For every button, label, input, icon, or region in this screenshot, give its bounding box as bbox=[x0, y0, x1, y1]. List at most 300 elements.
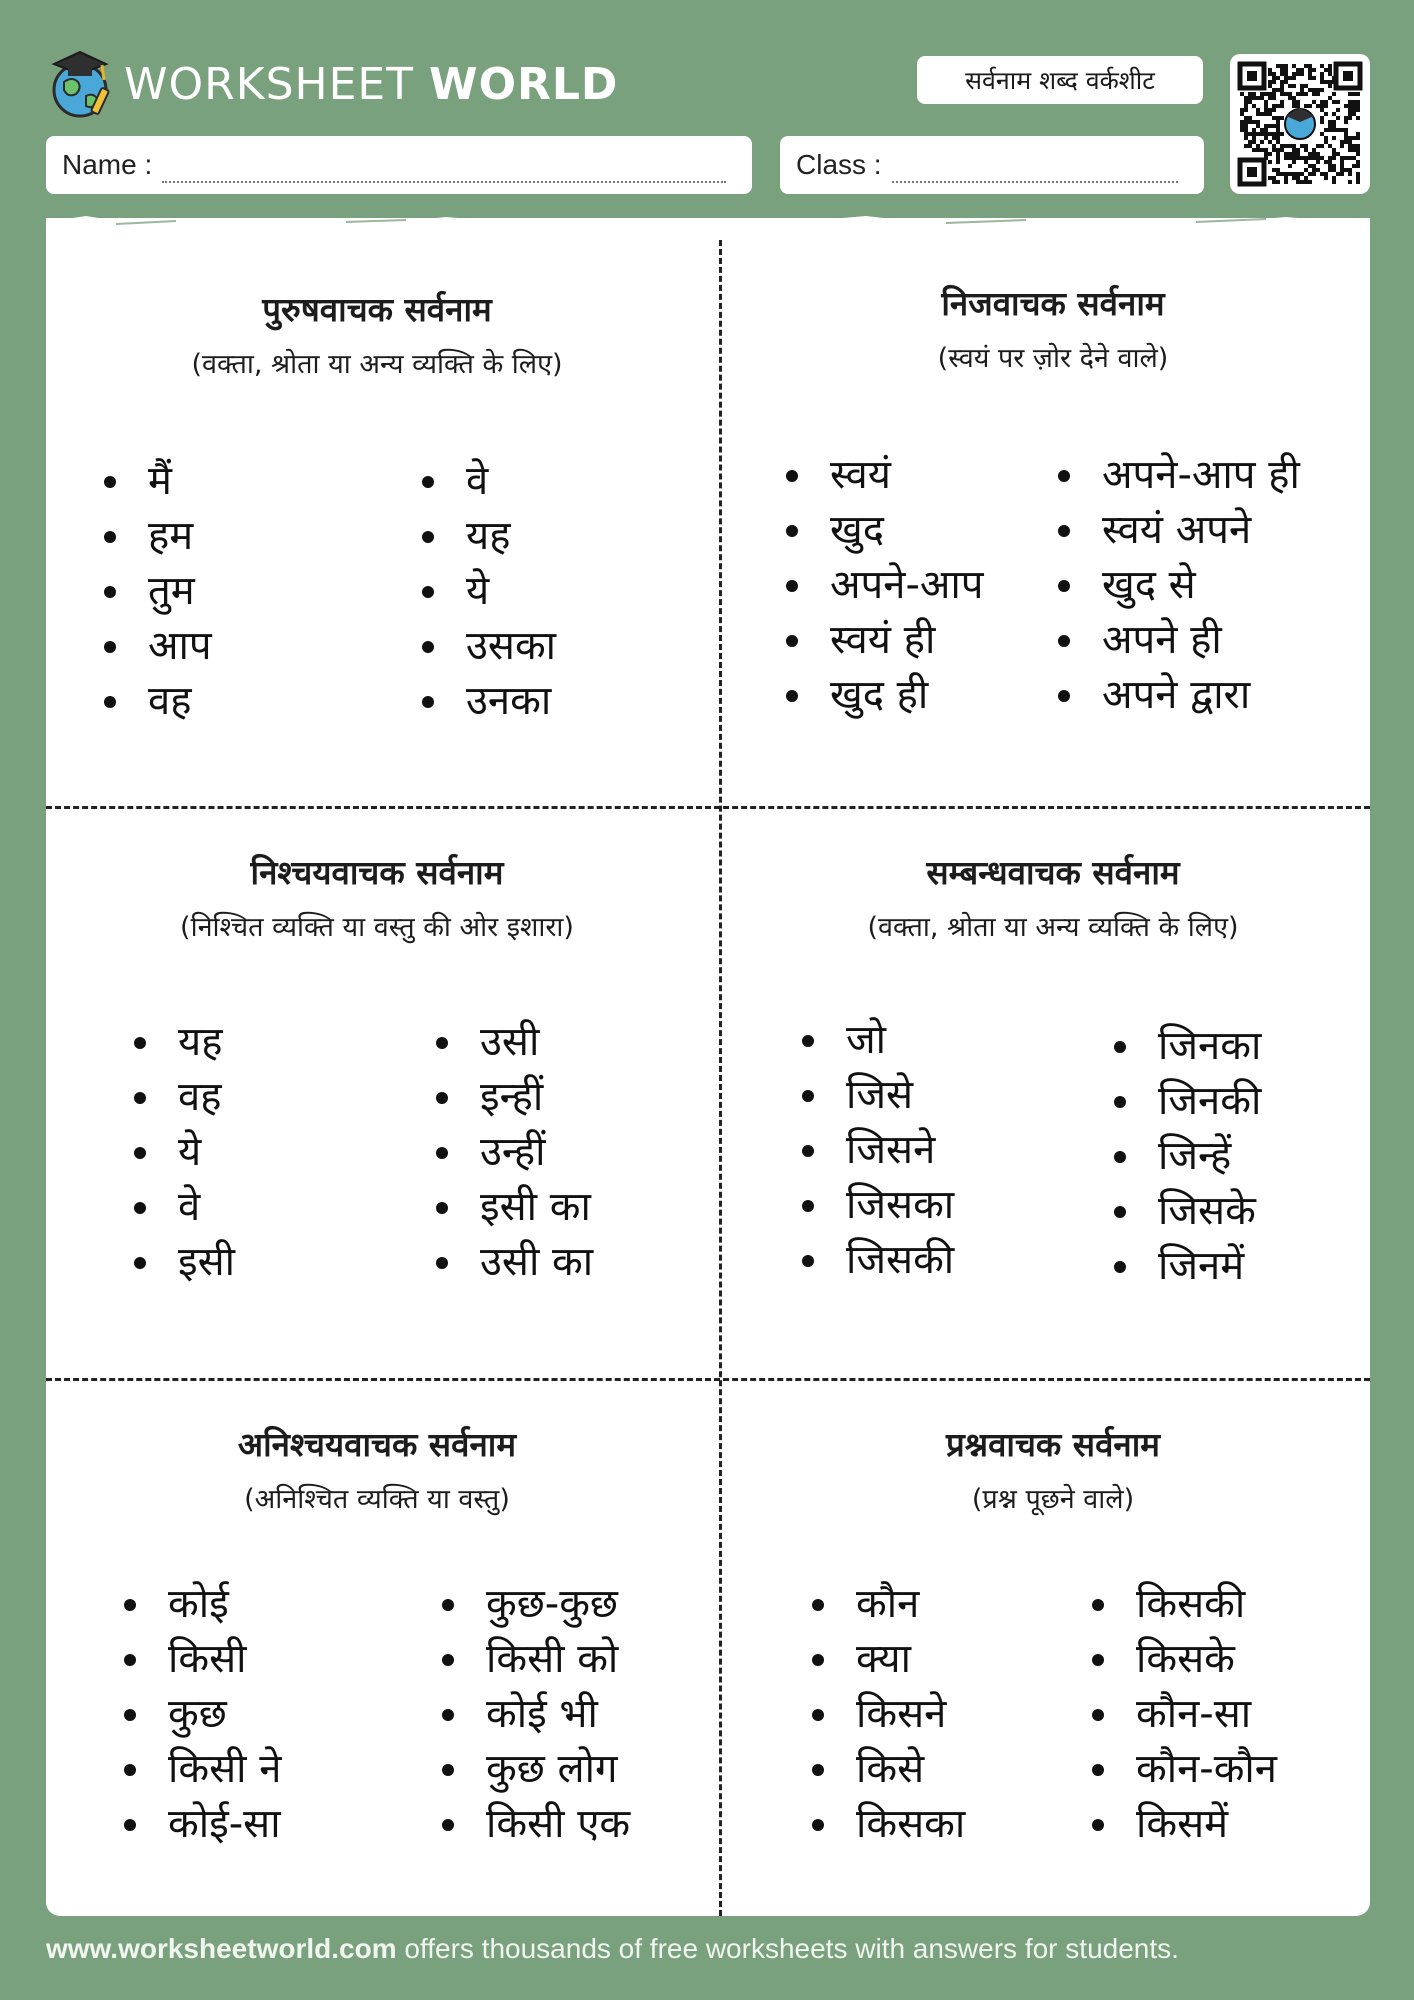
qr-module bbox=[1356, 92, 1360, 96]
qr-module bbox=[1336, 100, 1340, 104]
qr-module bbox=[1340, 140, 1344, 144]
qr-module bbox=[1316, 152, 1320, 156]
qr-module bbox=[1280, 88, 1284, 92]
qr-module bbox=[1340, 156, 1344, 160]
qr-module bbox=[1324, 172, 1328, 176]
qr-module bbox=[1348, 172, 1352, 176]
qr-module bbox=[1312, 100, 1316, 104]
qr-module bbox=[1256, 96, 1260, 100]
list-item: क्या bbox=[812, 1632, 965, 1687]
qr-module bbox=[1248, 116, 1252, 120]
qr-module bbox=[1304, 104, 1308, 108]
qr-module bbox=[1320, 64, 1324, 68]
qr-module bbox=[1292, 104, 1296, 108]
qr-module bbox=[1268, 160, 1272, 164]
qr-module bbox=[1340, 160, 1344, 164]
qr-module bbox=[1328, 96, 1332, 100]
qr-module bbox=[1272, 72, 1276, 76]
qr-module bbox=[1356, 180, 1360, 184]
qr-module bbox=[1280, 92, 1284, 96]
qr-module bbox=[1312, 164, 1316, 168]
name-input-line[interactable] bbox=[162, 161, 726, 183]
qr-module bbox=[1352, 164, 1356, 168]
qr-module bbox=[1296, 156, 1300, 160]
section-title: पुरुषवाचक सर्वनाम bbox=[262, 290, 492, 329]
qr-module bbox=[1352, 136, 1356, 140]
qr-module bbox=[1332, 124, 1336, 128]
qr-module bbox=[1352, 144, 1356, 148]
word-list-left bbox=[802, 1013, 954, 1288]
qr-module bbox=[1268, 92, 1272, 96]
qr-module bbox=[1248, 140, 1252, 144]
qr-module bbox=[1240, 128, 1244, 132]
qr-module bbox=[1244, 104, 1248, 108]
list-item: कौन-सा bbox=[1092, 1687, 1277, 1742]
qr-module bbox=[1320, 104, 1324, 108]
qr-module bbox=[1296, 180, 1300, 184]
list-item: जिसने bbox=[802, 1123, 954, 1178]
qr-module bbox=[1332, 168, 1336, 172]
qr-module bbox=[1280, 80, 1284, 84]
qr-module bbox=[1292, 148, 1296, 152]
qr-module bbox=[1356, 136, 1360, 140]
section-reflexive-pronouns bbox=[722, 218, 1384, 806]
qr-code-icon bbox=[1236, 60, 1364, 188]
qr-module bbox=[1300, 68, 1304, 72]
qr-module bbox=[1300, 72, 1304, 76]
list-item: किसी ने bbox=[124, 1742, 281, 1797]
qr-module bbox=[1308, 72, 1312, 76]
list-item: उसी का bbox=[436, 1235, 593, 1290]
qr-module bbox=[1344, 104, 1348, 108]
qr-module bbox=[1252, 148, 1256, 152]
qr-code[interactable] bbox=[1230, 54, 1370, 194]
qr-module bbox=[1332, 128, 1336, 132]
footer-description: offers thousands of free worksheets with answers for students. bbox=[396, 1933, 1179, 1964]
class-input-line[interactable] bbox=[892, 161, 1178, 183]
qr-module bbox=[1304, 92, 1308, 96]
qr-module bbox=[1272, 148, 1276, 152]
qr-module bbox=[1296, 172, 1300, 176]
qr-module bbox=[1264, 136, 1268, 140]
qr-module bbox=[1244, 100, 1248, 104]
list-item: यह bbox=[422, 509, 556, 564]
qr-module bbox=[1240, 112, 1244, 116]
qr-module bbox=[1312, 156, 1316, 160]
qr-module bbox=[1332, 92, 1336, 96]
list-item: उसी bbox=[436, 1015, 593, 1070]
qr-module bbox=[1256, 120, 1260, 124]
qr-module bbox=[1308, 152, 1312, 156]
qr-module bbox=[1352, 100, 1356, 104]
section-subtitle: (प्रश्न पूछने वाले) bbox=[971, 1484, 1135, 1515]
qr-module bbox=[1320, 132, 1324, 136]
qr-module bbox=[1256, 132, 1260, 136]
qr-module bbox=[1276, 140, 1280, 144]
qr-module bbox=[1260, 128, 1264, 132]
qr-module bbox=[1296, 92, 1300, 96]
qr-module bbox=[1280, 64, 1284, 68]
list-item: ये bbox=[134, 1125, 235, 1180]
qr-module bbox=[1312, 148, 1316, 152]
qr-module bbox=[1304, 168, 1308, 172]
qr-module bbox=[1352, 108, 1356, 112]
qr-module bbox=[1308, 104, 1312, 108]
qr-module bbox=[1352, 92, 1356, 96]
qr-module bbox=[1332, 152, 1336, 156]
qr-module bbox=[1324, 80, 1328, 84]
qr-module bbox=[1292, 152, 1296, 156]
qr-module bbox=[1276, 88, 1280, 92]
list-item: कौन-कौन bbox=[1092, 1742, 1277, 1797]
qr-module bbox=[1324, 112, 1328, 116]
qr-module bbox=[1268, 176, 1272, 180]
list-item: किसने bbox=[812, 1687, 965, 1742]
qr-module bbox=[1300, 84, 1304, 88]
qr-module bbox=[1356, 164, 1360, 168]
list-item: जिसे bbox=[802, 1068, 954, 1123]
qr-module bbox=[1280, 68, 1284, 72]
list-item: खुद bbox=[786, 503, 984, 558]
qr-module bbox=[1276, 132, 1280, 136]
qr-module bbox=[1316, 92, 1320, 96]
section-subtitle: (स्वयं पर ज़ोर देने वाले) bbox=[937, 343, 1169, 374]
qr-module bbox=[1300, 180, 1304, 184]
qr-module bbox=[1280, 104, 1284, 108]
section-title: अनिश्चयवाचक सर्वनाम bbox=[237, 1425, 517, 1464]
qr-module bbox=[1272, 108, 1276, 112]
qr-module bbox=[1264, 112, 1268, 116]
word-list-right bbox=[1058, 448, 1300, 723]
qr-module bbox=[1308, 68, 1312, 72]
qr-module bbox=[1340, 172, 1344, 176]
qr-module bbox=[1272, 96, 1276, 100]
qr-module bbox=[1276, 136, 1280, 140]
qr-module bbox=[1320, 156, 1324, 160]
list-item: हम bbox=[104, 509, 212, 564]
section-subtitle: (वक्ता, श्रोता या अन्य व्यक्ति के लिए) bbox=[191, 349, 563, 380]
qr-module bbox=[1288, 76, 1292, 80]
qr-module bbox=[1260, 92, 1264, 96]
qr-module bbox=[1284, 80, 1288, 84]
name-field[interactable] bbox=[46, 136, 752, 194]
qr-module bbox=[1340, 144, 1344, 148]
qr-module bbox=[1276, 64, 1280, 68]
list-item: वह bbox=[134, 1070, 235, 1125]
qr-module bbox=[1268, 132, 1272, 136]
qr-module bbox=[1332, 148, 1336, 152]
qr-module bbox=[1292, 96, 1296, 100]
qr-module bbox=[1332, 100, 1336, 104]
qr-module bbox=[1240, 120, 1244, 124]
qr-module bbox=[1312, 68, 1316, 72]
qr-module bbox=[1292, 176, 1296, 180]
list-item: जिनकी bbox=[1114, 1074, 1261, 1129]
word-list-left bbox=[786, 448, 984, 723]
qr-module bbox=[1316, 144, 1320, 148]
qr-module bbox=[1336, 116, 1340, 120]
section-relative-pronouns bbox=[722, 809, 1384, 1378]
qr-module bbox=[1264, 92, 1268, 96]
list-item: इसी bbox=[134, 1235, 235, 1290]
qr-module bbox=[1268, 140, 1272, 144]
qr-module bbox=[1248, 144, 1252, 148]
qr-module bbox=[1240, 92, 1244, 96]
qr-module bbox=[1328, 84, 1332, 88]
qr-module bbox=[1300, 92, 1304, 96]
list-item: उन्हीं bbox=[436, 1125, 593, 1180]
qr-module bbox=[1260, 112, 1264, 116]
qr-module bbox=[1348, 100, 1352, 104]
qr-module bbox=[1280, 72, 1284, 76]
word-list-left bbox=[124, 1577, 281, 1852]
list-item: इसी का bbox=[436, 1180, 593, 1235]
qr-module bbox=[1356, 148, 1360, 152]
qr-module bbox=[1284, 64, 1288, 68]
qr-module bbox=[1320, 100, 1324, 104]
qr-module bbox=[1344, 168, 1348, 172]
qr-module bbox=[1316, 104, 1320, 108]
qr-module bbox=[1348, 140, 1352, 144]
qr-module bbox=[1344, 128, 1348, 132]
word-list-right bbox=[1114, 1019, 1261, 1294]
qr-module bbox=[1280, 116, 1284, 120]
qr-module bbox=[1292, 64, 1296, 68]
qr-module bbox=[1320, 108, 1324, 112]
qr-module bbox=[1264, 100, 1268, 104]
qr-module bbox=[1276, 148, 1280, 152]
qr-module bbox=[1304, 156, 1308, 160]
qr-module bbox=[1304, 148, 1308, 152]
qr-module bbox=[1276, 124, 1280, 128]
qr-module bbox=[1276, 120, 1280, 124]
qr-module bbox=[1264, 108, 1268, 112]
list-item: अपने-आप ही bbox=[1058, 448, 1300, 503]
qr-module bbox=[1288, 96, 1292, 100]
qr-module bbox=[1332, 176, 1336, 180]
qr-module bbox=[1268, 68, 1272, 72]
name-label: Name : bbox=[62, 149, 153, 180]
qr-module bbox=[1260, 148, 1264, 152]
list-item: वे bbox=[134, 1180, 235, 1235]
qr-module bbox=[1276, 104, 1280, 108]
qr-module bbox=[1320, 116, 1324, 120]
qr-module bbox=[1356, 132, 1360, 136]
qr-module bbox=[1252, 104, 1256, 108]
qr-module bbox=[1284, 156, 1288, 160]
qr-module bbox=[1292, 76, 1296, 80]
list-item: किसके bbox=[1092, 1632, 1277, 1687]
list-item: उसका bbox=[422, 619, 556, 674]
qr-module bbox=[1344, 136, 1348, 140]
list-item: कोई भी bbox=[442, 1687, 630, 1742]
section-personal-pronouns bbox=[46, 218, 708, 806]
list-item: जिनका bbox=[1114, 1019, 1261, 1074]
section-title: निजवाचक सर्वनाम bbox=[941, 284, 1165, 323]
qr-module bbox=[1272, 92, 1276, 96]
footer-text bbox=[46, 1930, 1179, 1968]
globe-mascot-icon bbox=[46, 46, 114, 122]
list-item: कोई-सा bbox=[124, 1797, 281, 1852]
qr-module bbox=[1340, 168, 1344, 172]
qr-module bbox=[1276, 152, 1280, 156]
qr-module bbox=[1272, 80, 1276, 84]
list-item: खुद से bbox=[1058, 558, 1300, 613]
qr-module bbox=[1300, 156, 1304, 160]
qr-module bbox=[1284, 68, 1288, 72]
qr-module bbox=[1328, 168, 1332, 172]
qr-module bbox=[1328, 164, 1332, 168]
qr-module bbox=[1292, 144, 1296, 148]
qr-module bbox=[1276, 172, 1280, 176]
word-list-right bbox=[422, 454, 556, 729]
qr-module bbox=[1336, 152, 1340, 156]
qr-module bbox=[1272, 104, 1276, 108]
list-item: कुछ लोग bbox=[442, 1742, 630, 1797]
qr-module bbox=[1252, 120, 1256, 124]
qr-module bbox=[1244, 128, 1248, 132]
qr-module bbox=[1272, 136, 1276, 140]
qr-module bbox=[1268, 112, 1272, 116]
qr-module bbox=[1300, 144, 1304, 148]
list-item: इन्हीं bbox=[436, 1070, 593, 1125]
qr-module bbox=[1340, 164, 1344, 168]
qr-module bbox=[1280, 132, 1284, 136]
qr-module bbox=[1336, 172, 1340, 176]
qr-module bbox=[1356, 144, 1360, 148]
qr-module bbox=[1244, 132, 1248, 136]
list-item: वे bbox=[422, 454, 556, 509]
qr-module bbox=[1276, 156, 1280, 160]
qr-module bbox=[1320, 80, 1324, 84]
section-subtitle: (अनिश्चित व्यक्ति या वस्तु) bbox=[244, 1484, 510, 1515]
list-item: किसका bbox=[812, 1797, 965, 1852]
qr-module bbox=[1264, 148, 1268, 152]
word-list-right bbox=[442, 1577, 630, 1852]
qr-module bbox=[1324, 128, 1328, 132]
list-item: अपने द्वारा bbox=[1058, 668, 1300, 723]
qr-module bbox=[1268, 96, 1272, 100]
brand-logo[interactable] bbox=[46, 44, 618, 124]
list-item: कौन bbox=[812, 1577, 965, 1632]
qr-module bbox=[1268, 72, 1272, 76]
list-item: किसी एक bbox=[442, 1797, 630, 1852]
qr-module bbox=[1308, 64, 1312, 68]
word-list-left bbox=[104, 454, 212, 729]
list-item: ये bbox=[422, 564, 556, 619]
list-item: कोई bbox=[124, 1577, 281, 1632]
section-title: प्रश्नवाचक सर्वनाम bbox=[945, 1425, 1161, 1464]
worksheet-title: सर्वनाम शब्द वर्कशीट bbox=[917, 56, 1203, 104]
qr-module bbox=[1264, 104, 1268, 108]
qr-module bbox=[1320, 88, 1324, 92]
list-item: वह bbox=[104, 674, 212, 729]
list-item: अपने ही bbox=[1058, 613, 1300, 668]
qr-module bbox=[1268, 84, 1272, 88]
qr-module bbox=[1252, 136, 1256, 140]
qr-module bbox=[1272, 116, 1276, 120]
qr-module bbox=[1252, 132, 1256, 136]
qr-module bbox=[1348, 156, 1352, 160]
qr-module bbox=[1284, 176, 1288, 180]
section-subtitle: (वक्ता, श्रोता या अन्य व्यक्ति के लिए) bbox=[867, 912, 1239, 943]
qr-module bbox=[1252, 140, 1256, 144]
list-item: स्वयं ही bbox=[786, 613, 984, 668]
list-item: स्वयं अपने bbox=[1058, 503, 1300, 558]
qr-module bbox=[1284, 92, 1288, 96]
qr-module bbox=[1348, 148, 1352, 152]
qr-module bbox=[1328, 64, 1332, 68]
word-list-left bbox=[812, 1577, 965, 1852]
qr-module bbox=[1344, 156, 1348, 160]
qr-module bbox=[1348, 116, 1352, 120]
qr-module bbox=[1256, 108, 1260, 112]
qr-module bbox=[1352, 112, 1356, 116]
qr-module bbox=[1340, 128, 1344, 132]
qr-module bbox=[1252, 92, 1256, 96]
qr-module bbox=[1284, 72, 1288, 76]
qr-module bbox=[1328, 160, 1332, 164]
qr-module bbox=[1324, 68, 1328, 72]
qr-module bbox=[1332, 136, 1336, 140]
qr-module bbox=[1308, 172, 1312, 176]
qr-module bbox=[1280, 144, 1284, 148]
qr-module bbox=[1348, 104, 1352, 108]
section-indefinite-pronouns bbox=[46, 1381, 708, 1916]
qr-module bbox=[1300, 172, 1304, 176]
qr-module bbox=[1356, 152, 1360, 156]
qr-module bbox=[1288, 84, 1292, 88]
qr-module bbox=[1296, 72, 1300, 76]
qr-module bbox=[1308, 164, 1312, 168]
list-item: जिसके bbox=[1114, 1184, 1261, 1239]
qr-module bbox=[1280, 148, 1284, 152]
qr-module bbox=[1308, 88, 1312, 92]
qr-module bbox=[1316, 168, 1320, 172]
qr-module bbox=[1344, 116, 1348, 120]
footer-site-link[interactable]: www.worksheetworld.com bbox=[46, 1933, 397, 1964]
qr-module bbox=[1312, 152, 1316, 156]
qr-module bbox=[1344, 120, 1348, 124]
qr-module bbox=[1244, 136, 1248, 140]
qr-module bbox=[1264, 132, 1268, 136]
qr-module bbox=[1328, 124, 1332, 128]
qr-module bbox=[1264, 124, 1268, 128]
qr-module bbox=[1336, 128, 1340, 132]
qr-module bbox=[1300, 88, 1304, 92]
list-item: जिन्हें bbox=[1114, 1129, 1261, 1184]
qr-module bbox=[1320, 172, 1324, 176]
qr-module bbox=[1248, 96, 1252, 100]
qr-module bbox=[1324, 160, 1328, 164]
qr-module bbox=[1332, 164, 1336, 168]
qr-module bbox=[1324, 104, 1328, 108]
class-field[interactable] bbox=[780, 136, 1204, 194]
qr-module bbox=[1292, 156, 1296, 160]
list-item: किसी bbox=[124, 1632, 281, 1687]
qr-module bbox=[1312, 172, 1316, 176]
qr-module bbox=[1328, 156, 1332, 160]
qr-module bbox=[1348, 144, 1352, 148]
qr-module bbox=[1304, 144, 1308, 148]
qr-module bbox=[1256, 144, 1260, 148]
qr-module bbox=[1356, 100, 1360, 104]
list-item: उनका bbox=[422, 674, 556, 729]
qr-module bbox=[1320, 144, 1324, 148]
qr-module bbox=[1244, 116, 1248, 120]
qr-module bbox=[1280, 84, 1284, 88]
class-label: Class : bbox=[796, 149, 882, 180]
